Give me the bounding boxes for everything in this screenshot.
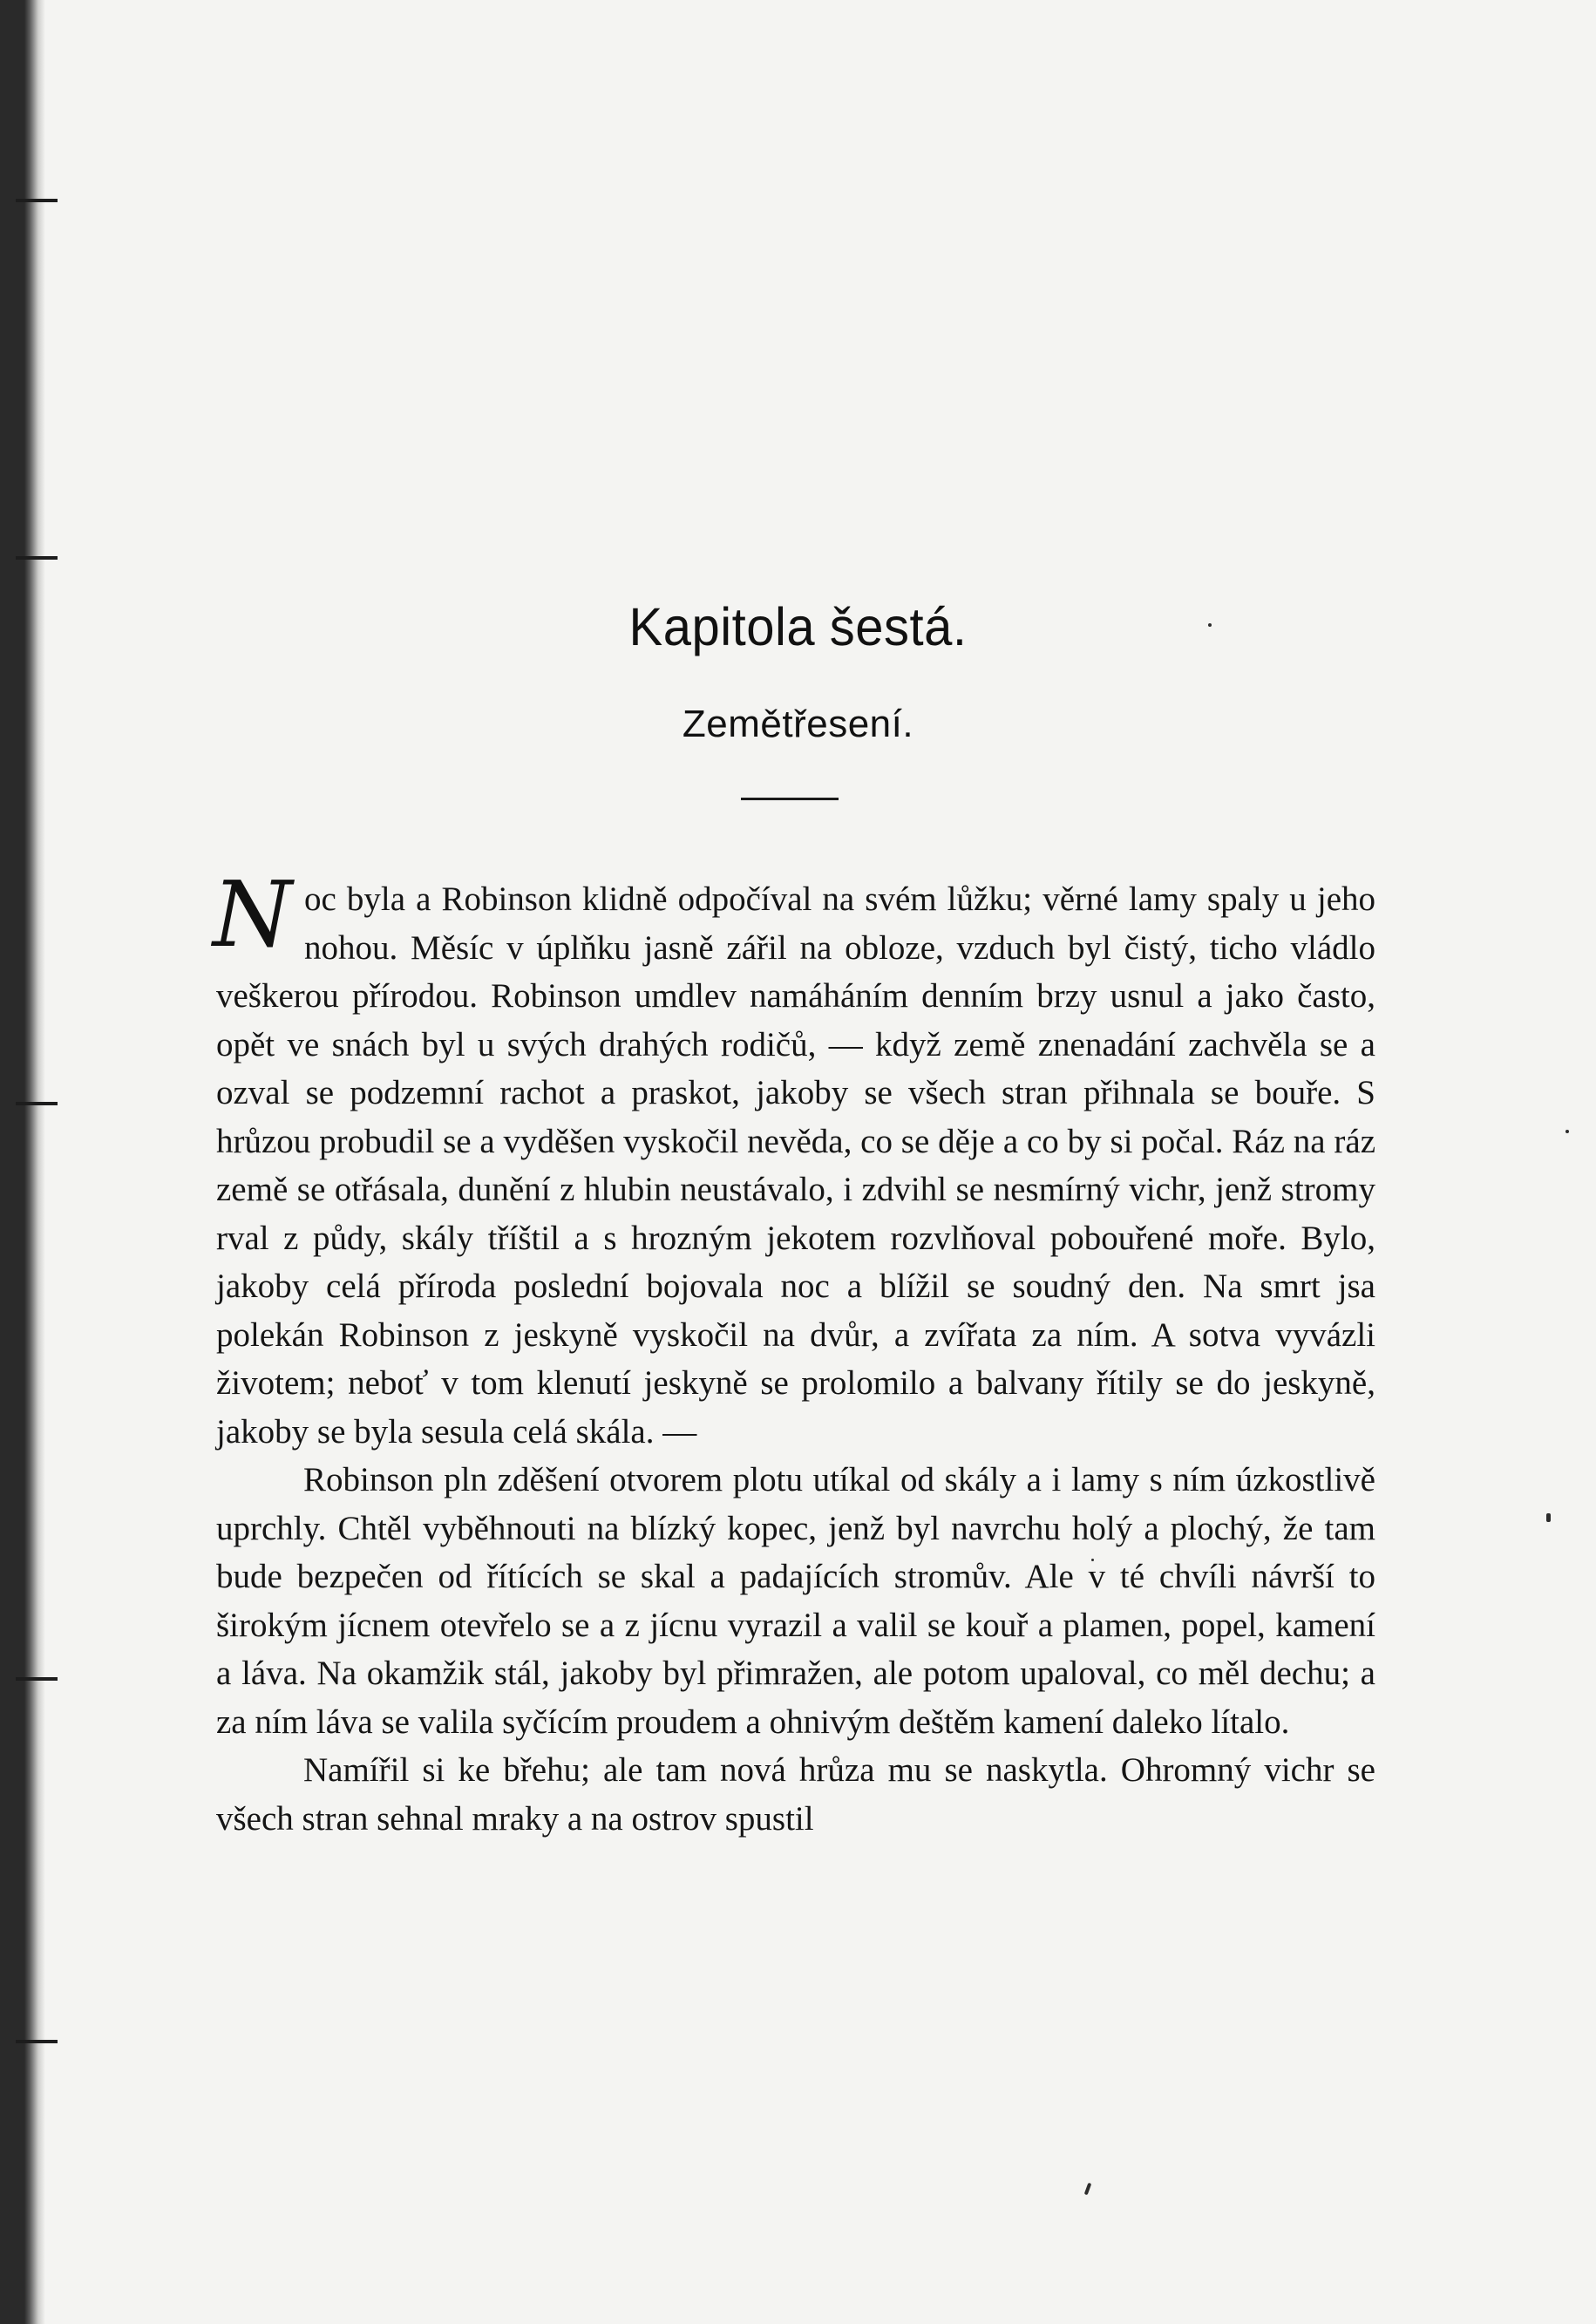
paragraph-1-text: oc byla a Robinson klidně odpočíval na svém lůžku; věrné lamy spaly u jeho nohou. Měsíc v úplňku jasně zářil na obloze, vzduch byl čistý, ticho vládlo veškerou přírodou. Robinson umdlev namáháním denním brzy usnul a jako často, opět ve snách byl u svých drahých rodičů, — když země znenadání zachvěla se a ozval se podzemní rachot a praskot, jakoby se všech stran přihnala se bouře. S hrůzou probudil se a vyděšen vyskočil nevěda, co se děje a co by si počal. Ráz na ráz země se otřásala, dunění z hlubin neustávalo, i zdvihl se nesmírný vichr, jenž stromy rval z půdy, skály tříštil a s hrozným jekotem rozvlňoval pobouřené moře. Bylo, jakoby celá příroda poslední bojovala noc a blížil se soudný den. Na smrt jsa polekán Robinson z jeskyně vyskočil na dvůr, a zvířata za ním. A sotva vyvázli životem; neboť v tom klenutí jeskyně se prolomilo a balvany řítily se do jeskyně, jakoby se byla sesula celá skála. — xyxy=(216,880,1375,1451)
print-speck xyxy=(1084,2183,1092,2196)
paragraph-2: Robinson pln zděšení otvorem plotu utíkal od skály a i lamy s ním úzkostlivě uprchly. Chtěl vyběhnouti na blízký kopec, jenž byl navrchu holý a plochý, že tam bude bezpečen od řítících se skal a padajících stromův. Ale v té chvíli návrší to širokým jícnem otevřelo se a z jícnu vyrazil a valil se kouř a plamen, popel, kamení a láva. Na okamžik stál, jakoby byl přimražen, ale potom upaloval, co měl dechu; a za ním láva se valila syčícím proudem a ohnivým deštěm kamení daleko lítalo. xyxy=(216,1461,1375,1741)
edge-mark xyxy=(16,556,58,560)
edge-mark xyxy=(16,199,58,202)
binding-edge xyxy=(0,0,45,2324)
edge-mark xyxy=(16,1677,58,1681)
drop-cap: N xyxy=(213,861,292,968)
title-divider xyxy=(741,798,839,800)
body-text xyxy=(213,861,1375,1843)
print-speck xyxy=(1565,1130,1569,1133)
chapter-subtitle: Zemětřesení. xyxy=(682,703,914,745)
chapter-title: Kapitola šestá. xyxy=(628,597,968,657)
paragraph-1 xyxy=(213,861,1375,1456)
edge-mark xyxy=(16,2040,58,2043)
edge-mark xyxy=(16,1102,58,1105)
paragraph-3: Namířil si ke břehu; ale tam nová hrůza mu se naskytla. Ohromný vichr se všech stran sehnal mraky a na ostrov spustil xyxy=(216,1751,1375,1838)
print-speck xyxy=(1546,1513,1551,1522)
